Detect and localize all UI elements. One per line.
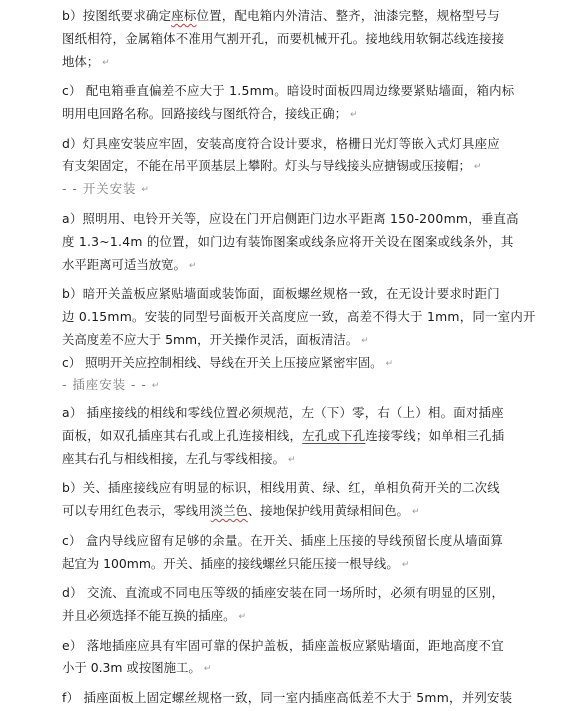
section-heading: - - 开关安装 ↵ [62,181,149,197]
text-line: 水平距离可适当放宽。 ↵ [62,256,197,272]
text-line: b）关、插座接线应有明显的标识，相线用黄、绿、红，单相负荷开关的二次线 [62,480,500,496]
paragraph-mark-icon: ↵ [361,335,369,346]
text-line: c） 照明开关应控制相线、导线在开关上压接应紧密牢固。 ↵ [62,354,394,370]
spellcheck-underline: 淡兰色 [210,503,248,519]
paragraph-mark-icon: ↵ [473,162,482,173]
text-line: b）按图纸要求确定座标位置，配电箱内外清洁、整齐，油漆完整，规格型号与 [62,8,500,23]
text-line: d）灯具座安装应牢固，安装高度符合设计要求，格栅日光灯等嵌入式灯具座应 [62,135,500,151]
text-line: 小于 0.3m 或按图施工。 ↵ [62,660,212,676]
text-line: f） 插座面板上固定螺丝规格一致，同一室内插座高低差不大于 5mm，并列安装 [62,690,513,705]
text-line: 度 1.3~1.4m 的位置，如门边有装饰图案或线条应将开关设在图案或线条外，其 [62,233,514,249]
text-line: 明用电回路名称。回路接线与图纸符合，接线正确； ↵ [62,106,358,121]
text-line: 有支架固定，不能在吊平顶基层上攀附。灯头与导线接头应搪锡或压接帽； ↵ [62,158,482,174]
grammar-underline: 左孔或下孔 [302,428,366,443]
text-line: 可以专用红色表示，零线用淡兰色、接地保护线用黄绿相间色。 ↵ [62,503,420,519]
paragraph-mark-icon: ↵ [203,664,212,675]
paragraph-mark-icon: ↵ [411,507,420,518]
paragraph-mark-icon: ↵ [288,454,296,465]
paragraph-mark-icon: ↵ [349,110,358,120]
section-heading: - 插座安装 - - ↵ [62,377,160,393]
text-line: c） 盒内导线应留有足够的余量。在开关、插座上压接的导线预留长度从墙面算 [62,532,504,548]
text-line: c） 配电箱垂直偏差不应大于 1.5mm。暗设时面板四周边缘要紧贴墙面，箱内标 [62,83,515,99]
text-line: e） 落地插座应具有牢固可靠的保护盖板，插座盖板应紧贴墙面，距地高度不宜 [62,637,504,653]
text-line: 图纸相符，金属箱体不准用气割开孔，而要机械开孔。接地线用软铜芯线连接接 [62,30,505,46]
text-line: a）照明用、电铃开关等，应设在门开启侧距门边水平距离 150-200mm，垂直高 [62,210,519,226]
paragraph-mark-icon: ↵ [401,559,410,570]
text-line: 关高度差不应大于 5mm，开关操作灵活，面板清洁。 ↵ [62,331,369,347]
paragraph-mark-icon: ↵ [102,57,110,68]
paragraph-mark-icon: ↵ [238,612,247,622]
text-line: a） 插座接线的相线和零线位置必须规范，左（下）零，右（上）相。面对插座 [62,405,504,421]
text-line: 地体； ↵ [62,53,110,69]
text-line: 并且必须选择不能互换的插座。 ↵ [62,608,247,623]
paragraph-mark-icon: ↵ [188,260,197,271]
spellcheck-underline: 座标 [171,8,197,23]
text-line: d） 交流、直流或不同电压等级的插座安装在同一场所时，必须有明显的区别， [62,585,505,601]
paragraph-mark-icon: ↵ [385,358,394,369]
text-line: b）暗开关盖板应紧贴墙面或装饰面，面板螺丝规格一致，在无设计要求时距门 [62,286,500,301]
paragraph-mark-icon: ↵ [151,381,160,392]
text-line: 起宜为 100mm。开关、插座的接线螺丝只能压接一根导线。 ↵ [62,555,410,571]
paragraph-mark-icon: ↵ [141,185,149,196]
text-line: 面板，如双孔插座其右孔或上孔连接相线，左孔或下孔连接零线；如单相三孔插 [62,428,505,443]
text-line: 座其右孔与相线相接，左孔与零线相接。 ↵ [62,450,296,466]
text-line: 边 0.15mm。安装的同型号面板开关高度应一致，高差不得大于 1mm，同一室内开 [62,308,536,324]
